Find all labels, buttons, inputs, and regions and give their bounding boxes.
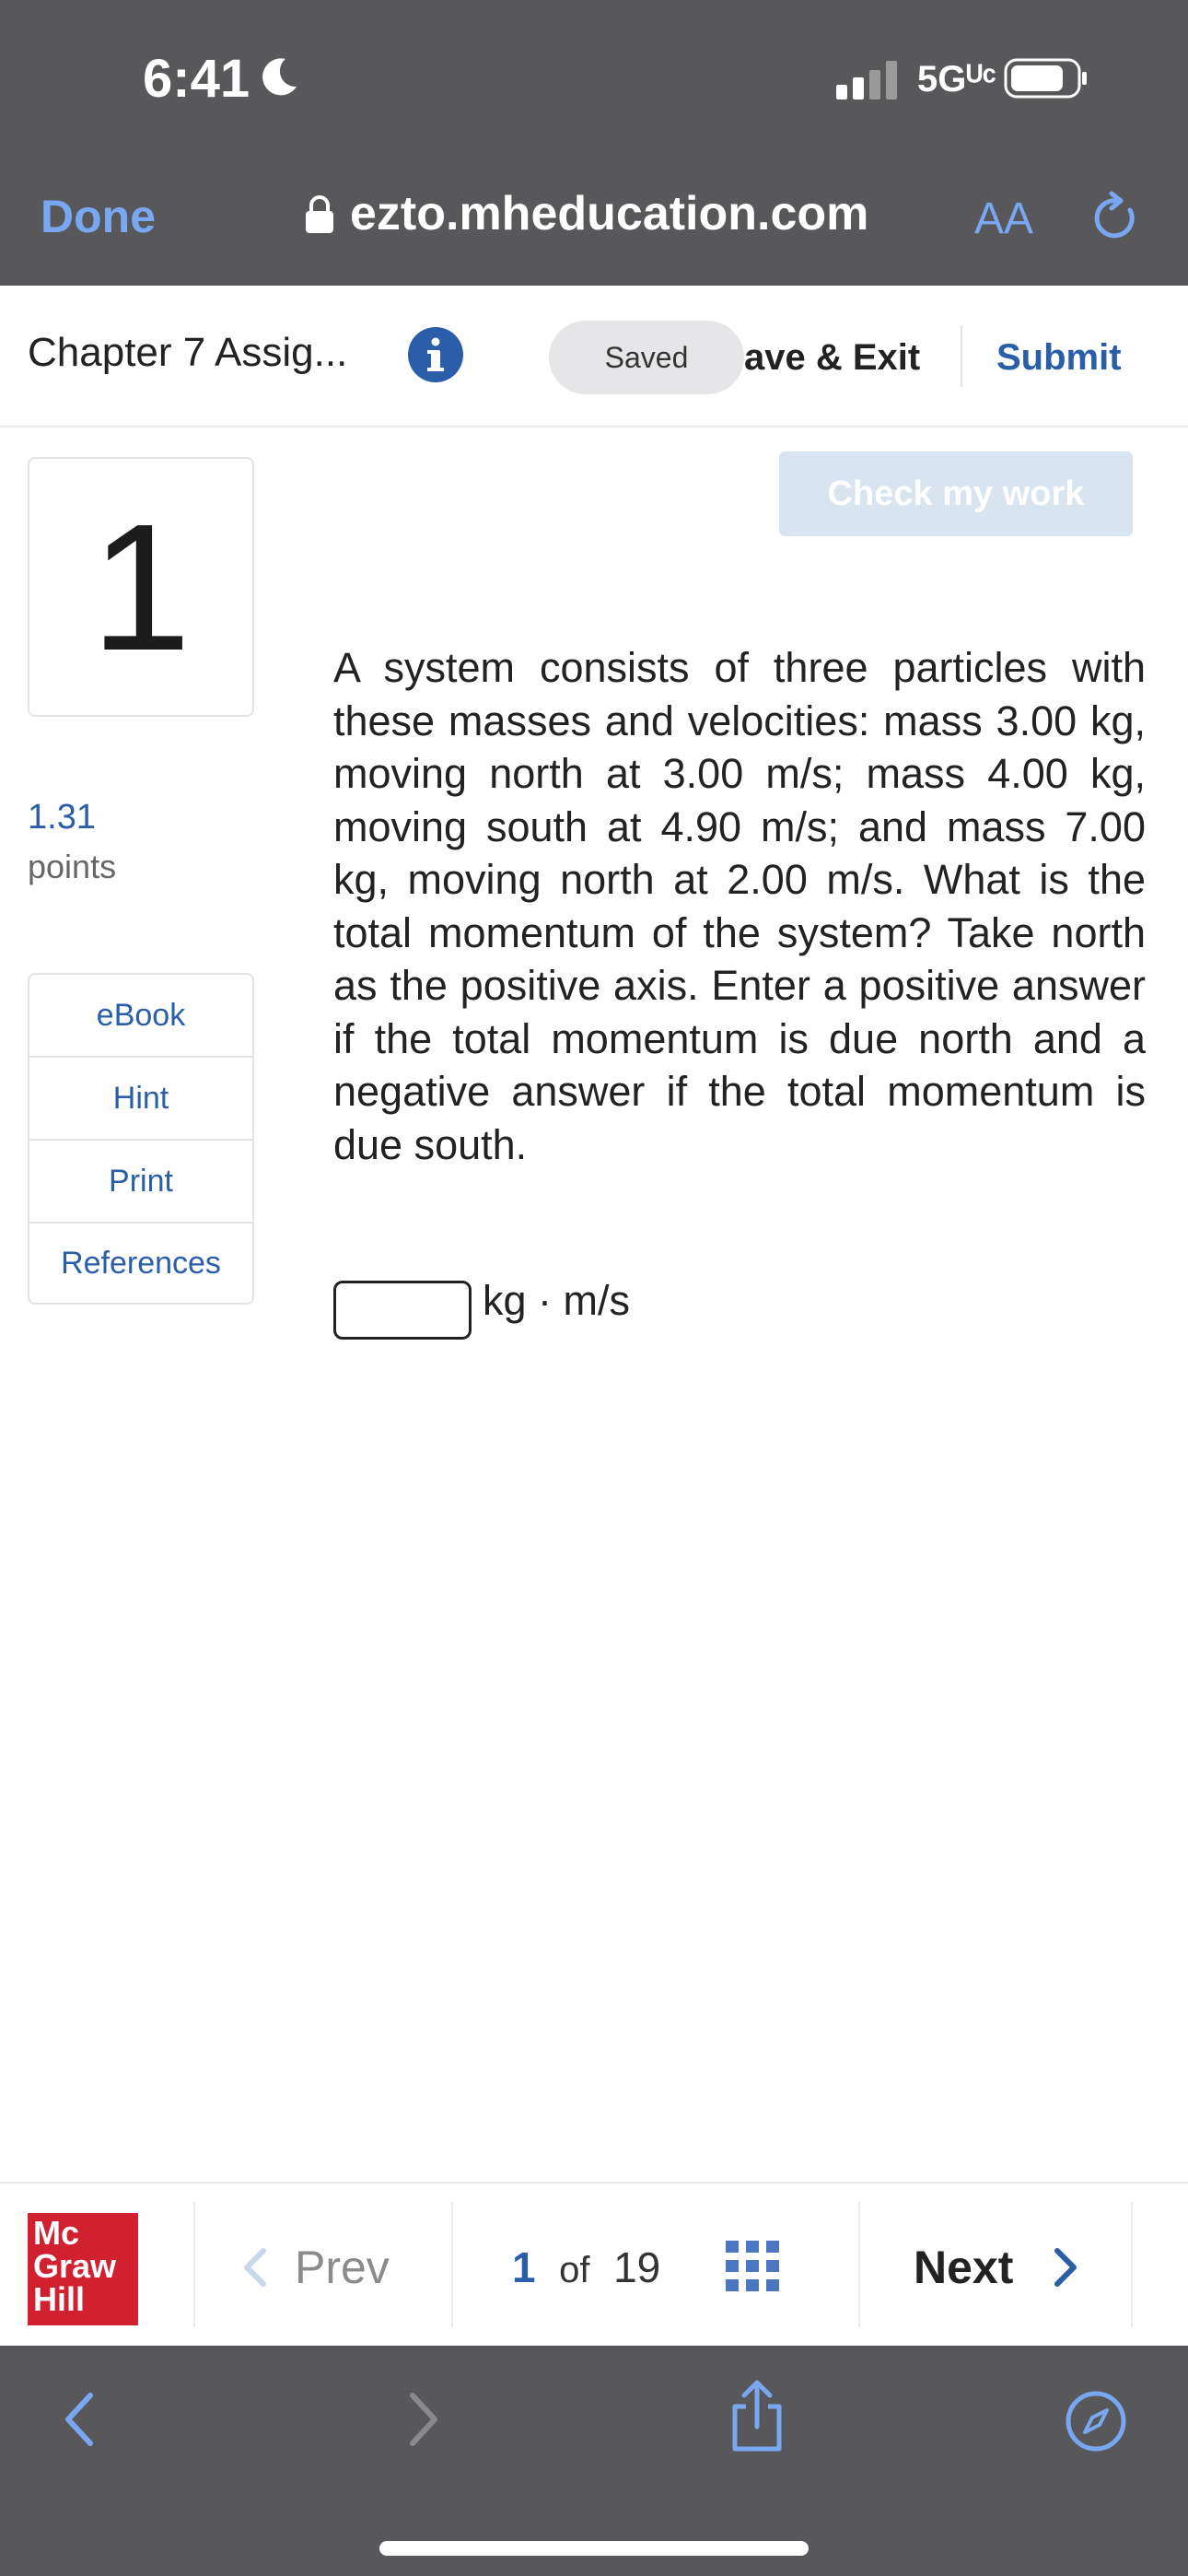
nav-divider bbox=[1131, 2202, 1133, 2327]
moon-icon bbox=[258, 55, 300, 98]
assignment-header bbox=[0, 286, 1188, 427]
signal-icon bbox=[836, 61, 901, 100]
chevron-right-icon bbox=[1052, 2247, 1079, 2288]
address-bar[interactable] bbox=[304, 184, 868, 243]
browser-top-chrome bbox=[0, 0, 1188, 286]
points-label: points bbox=[28, 848, 117, 885]
question-number: 1 bbox=[90, 486, 192, 688]
unit-label: kg · m/s bbox=[483, 1277, 631, 1324]
info-icon[interactable] bbox=[407, 326, 464, 383]
network-label: 5Gᵁᶜ bbox=[917, 59, 996, 100]
text-size-button[interactable]: AA bbox=[974, 194, 1034, 243]
check-my-work-button[interactable]: Check my work bbox=[779, 451, 1133, 536]
mcgraw-hill-logo: Mc Graw Hill bbox=[28, 2213, 138, 2325]
submit-button[interactable]: Submit bbox=[996, 337, 1122, 378]
nav-divider bbox=[451, 2202, 453, 2327]
resource-list bbox=[28, 973, 254, 1305]
references-button[interactable]: References bbox=[61, 1245, 221, 1281]
print-button[interactable]: Print bbox=[29, 1141, 252, 1224]
prev-button[interactable]: Prev bbox=[241, 2241, 390, 2294]
hint-button[interactable]: Hint bbox=[29, 1058, 252, 1141]
done-button[interactable]: Done bbox=[41, 191, 156, 242]
points-value: 1.31 bbox=[28, 798, 96, 837]
save-exit-button[interactable]: ave & Exit bbox=[744, 337, 921, 378]
header-divider bbox=[961, 326, 962, 387]
page-indicator: 1 of 19 bbox=[512, 2243, 661, 2291]
question-grid-icon[interactable] bbox=[726, 2241, 779, 2292]
assignment-title: Chapter 7 Assig... bbox=[28, 330, 348, 375]
battery-icon bbox=[1004, 57, 1089, 100]
nav-divider bbox=[193, 2202, 195, 2327]
reload-icon[interactable] bbox=[1089, 190, 1141, 243]
lock-icon bbox=[304, 193, 335, 234]
chevron-left-icon bbox=[241, 2247, 269, 2288]
compass-icon[interactable] bbox=[1065, 2390, 1127, 2453]
answer-input[interactable] bbox=[333, 1281, 472, 1340]
status-time: 6:41 bbox=[143, 49, 250, 109]
back-icon[interactable] bbox=[61, 2390, 98, 2449]
home-indicator bbox=[379, 2541, 809, 2556]
ebook-button[interactable]: eBook bbox=[29, 975, 252, 1058]
question-number-box bbox=[28, 457, 254, 717]
forward-icon[interactable] bbox=[405, 2390, 442, 2449]
question-navigation bbox=[0, 2182, 1188, 2346]
share-icon[interactable] bbox=[728, 2379, 786, 2453]
next-button[interactable]: Next bbox=[914, 2241, 1079, 2294]
saved-badge: Saved bbox=[549, 321, 744, 394]
url-text: ezto.mheducation.com bbox=[350, 187, 869, 240]
question-text: A system consists of three particles with these masses and velocities: mass 3.00 kg, moving north at 3.00 m/s; mass 4.00 kg, moving south at 4.90 m/s; and mass 7.00 kg, moving north at 2.00 m/s. What is the total momentum of the system? Take north as the positive axis. Enter a positive answer if the total momentum is due north and a negative answer if the total momentum is due south. bbox=[333, 644, 1146, 1168]
nav-divider bbox=[858, 2202, 860, 2327]
